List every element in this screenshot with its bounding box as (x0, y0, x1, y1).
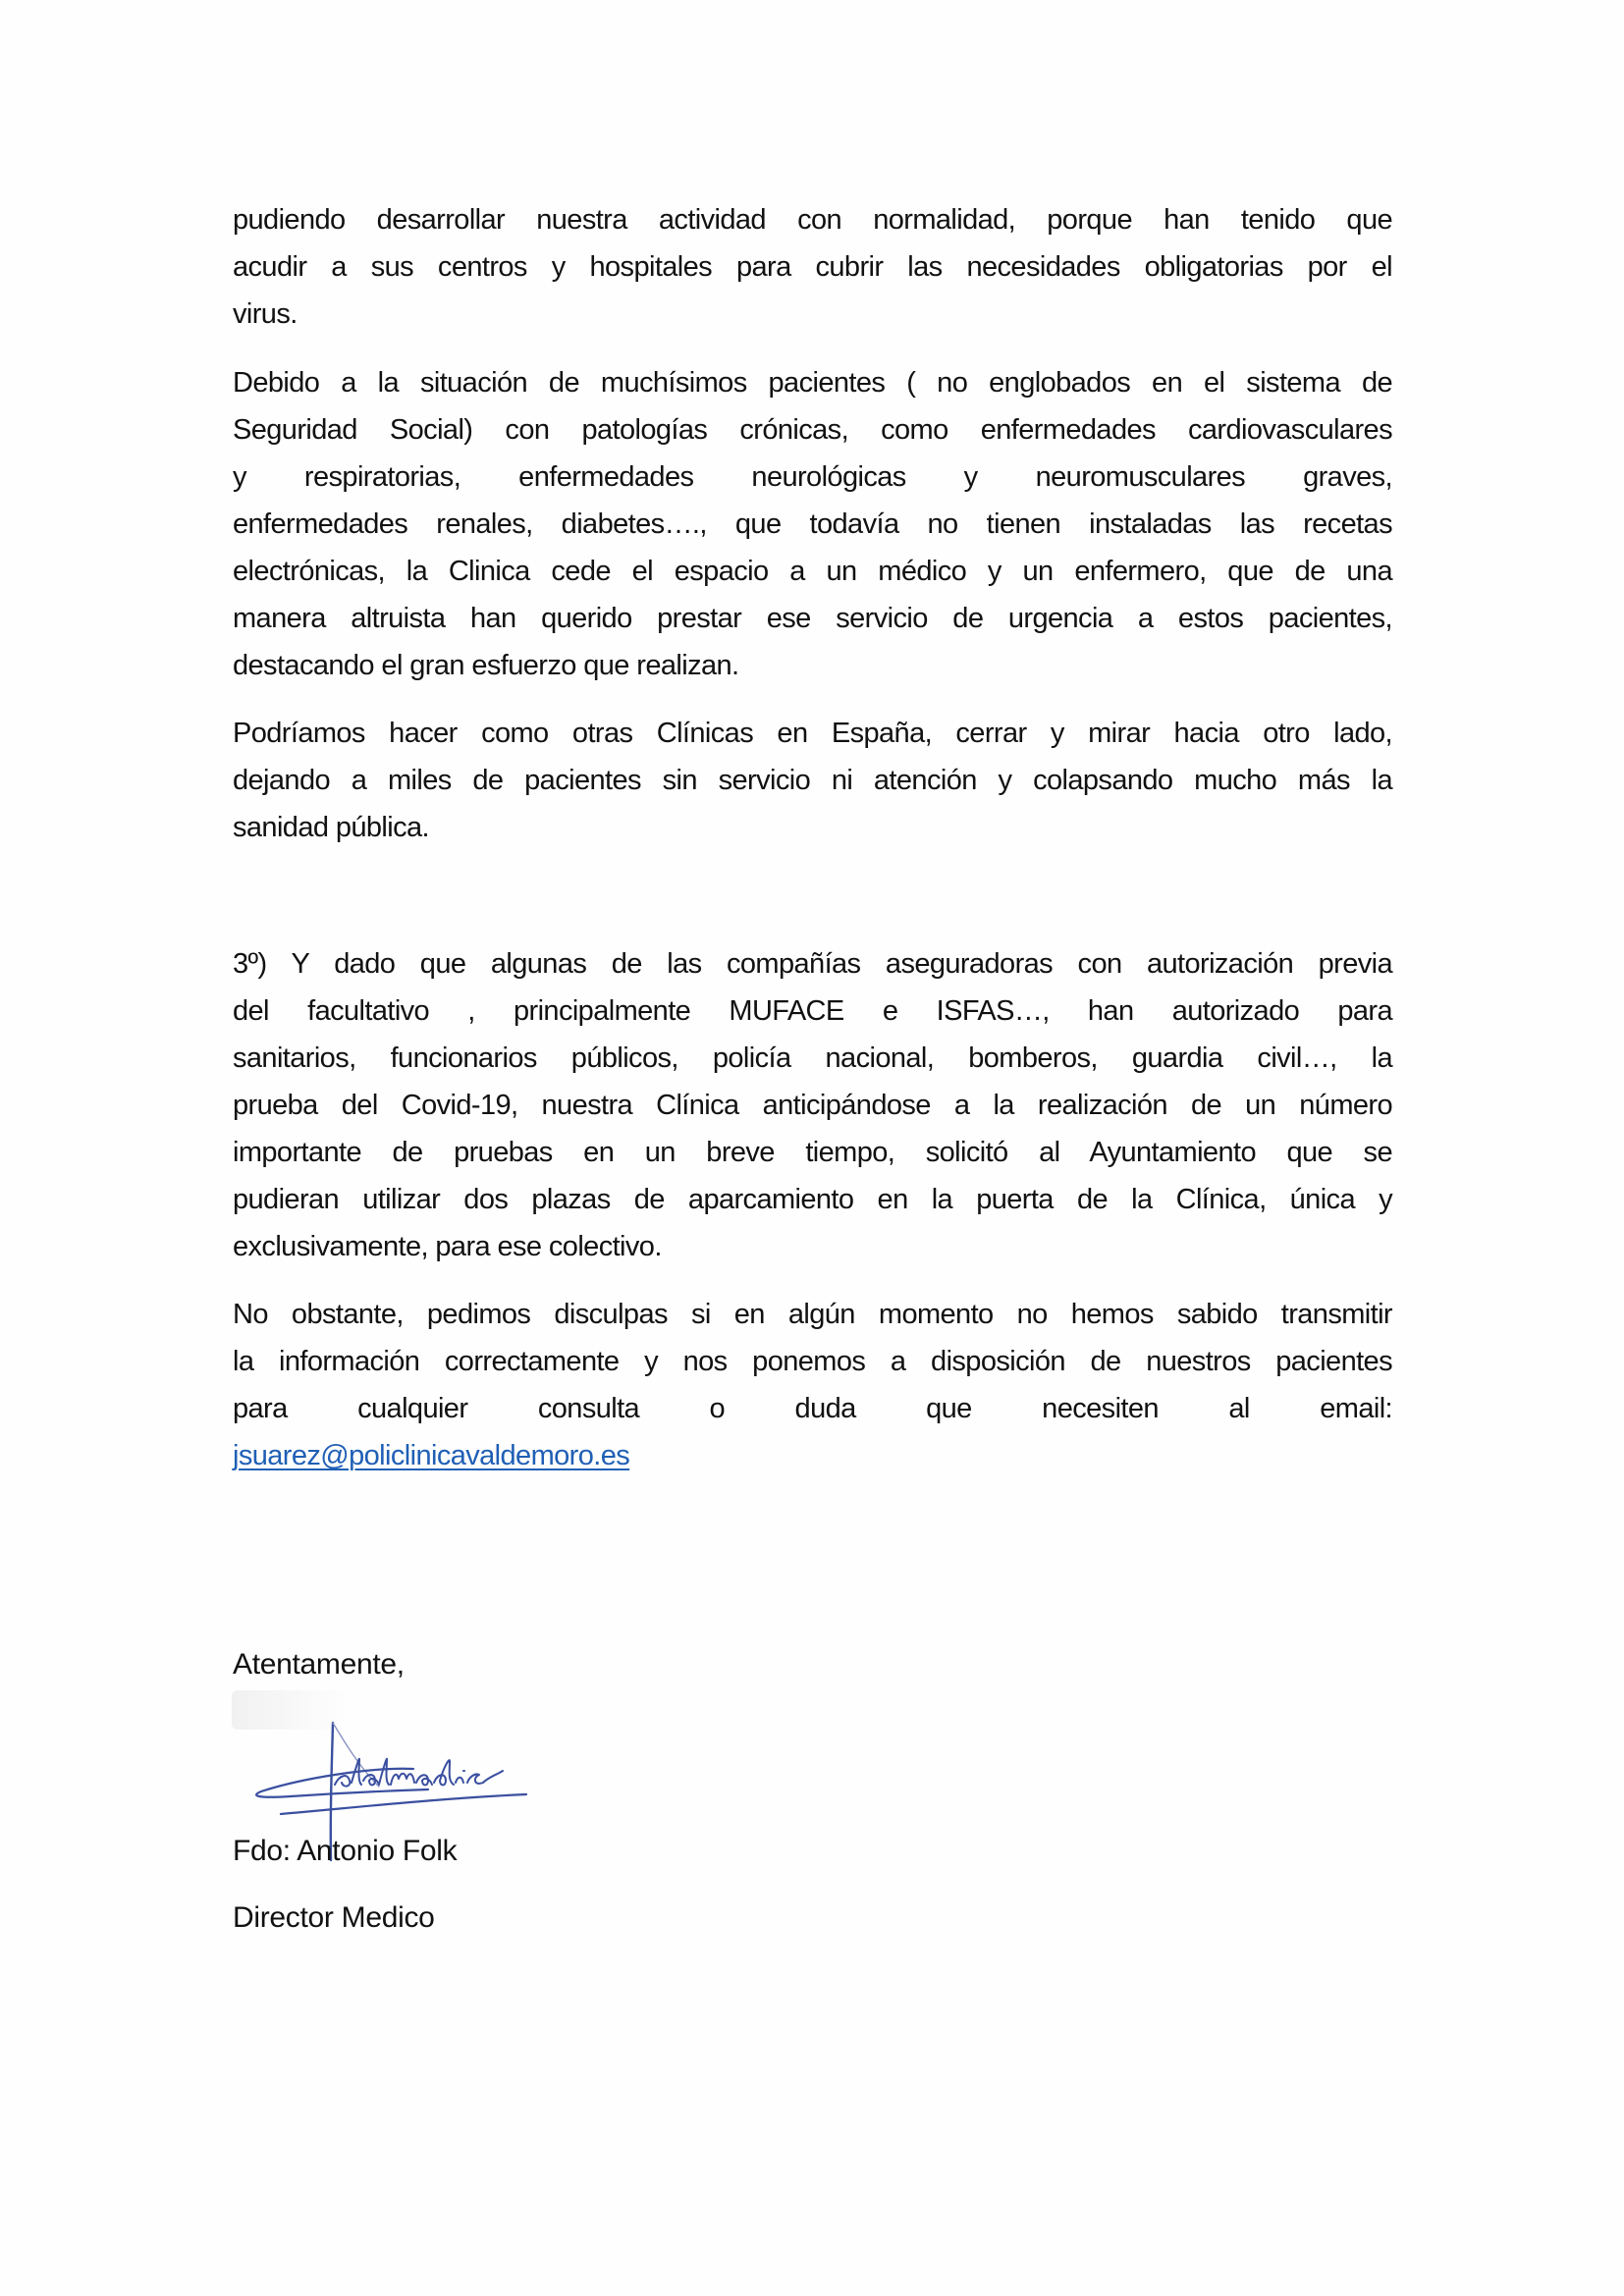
paragraph-2 (233, 359, 1392, 689)
signer-title: Director Medico (233, 1901, 435, 1934)
paragraph-3 (233, 710, 1392, 851)
paragraph-line: manera altruista han querido prestar ese servicio de urgencia a estos pacientes, (233, 603, 1392, 634)
paragraph-line: pudiendo desarrollar nuestra actividad con normalidad, porque han tenido que (233, 204, 1392, 236)
signed-by: Fdo: Antonio Folk (233, 1835, 458, 1867)
email-link[interactable]: jsuarez@policlinicavaldemoro.es (233, 1440, 630, 1471)
paragraph-line: acudir a sus centros y hospitales para cubrir las necesidades obligatorias por el (233, 251, 1392, 283)
paragraph-line: para cualquier consulta o duda que necesiten al email: (233, 1393, 1392, 1424)
salutation: Atentamente, (233, 1648, 405, 1681)
paragraph-line: 3º) Y dado que algunas de las compañías aseguradoras con autorización previa (233, 948, 1392, 980)
paragraph-line: importante de pruebas en un breve tiempo, solicitó al Ayuntamiento que se (233, 1137, 1392, 1168)
paragraph-line: enfermedades renales, diabetes…., que todavía no tienen instaladas las recetas (233, 508, 1392, 540)
paragraph-line: Debido a la situación de muchísimos pacientes ( no englobados en el sistema de (233, 367, 1392, 399)
paragraph-line: destacando el gran esfuerzo que realizan. (233, 650, 739, 681)
paragraph-line: del facultativo , principalmente MUFACE e ISFAS…, han autorizado para (233, 995, 1392, 1027)
paragraph-line: sanitarios, funcionarios públicos, policía nacional, bomberos, guardia civil…, la (233, 1042, 1392, 1074)
paragraph-line: electrónicas, la Clinica cede el espacio a un médico y un enfermero, que de una (233, 556, 1392, 587)
paragraph-line: pudieran utilizar dos plazas de aparcamiento en la puerta de la Clínica, única y (233, 1184, 1392, 1215)
paragraph-line: y respiratorias, enfermedades neurológicas y neuromusculares graves, (233, 461, 1392, 493)
paragraph-4 (233, 940, 1392, 1270)
paragraph-line: Podríamos hacer como otras Clínicas en España, cerrar y mirar hacia otro lado, (233, 718, 1392, 749)
paragraph-line: sanidad pública. (233, 812, 429, 843)
paragraph-line: No obstante, pedimos disculpas si en algún momento no hemos sabido transmitir (233, 1299, 1392, 1330)
paragraph-line: la información correctamente y nos ponemos a disposición de nuestros pacientes (233, 1346, 1392, 1377)
paragraph-line: exclusivamente, para ese colectivo. (233, 1231, 662, 1262)
paragraph-5 (233, 1291, 1392, 1479)
paragraph-line: virus. (233, 298, 298, 330)
paragraph-line: prueba del Covid-19, nuestra Clínica anticipándose a la realización de un número (233, 1090, 1392, 1121)
paragraph-1 (233, 196, 1392, 338)
email-line (233, 1432, 1392, 1479)
paragraph-line: dejando a miles de pacientes sin servicio ni atención y colapsando mucho más la (233, 765, 1392, 796)
paragraph-line: Seguridad Social) con patologías crónicas, como enfermedades cardiovasculares (233, 414, 1392, 446)
